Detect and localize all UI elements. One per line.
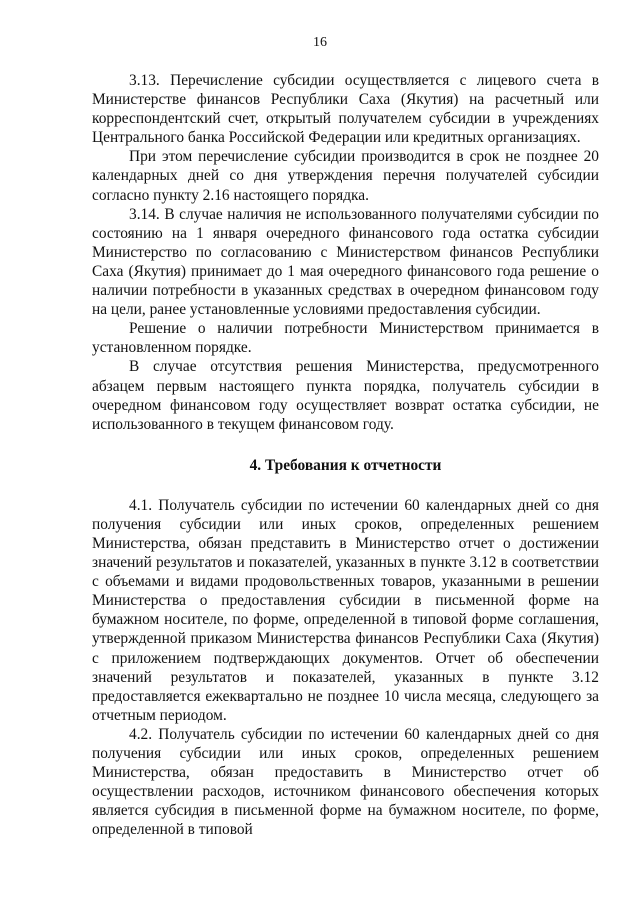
paragraph-refund-of-balance: В случае отсутствия решения Министерства, предусмотренного абзацем первым настоящего пункта порядка, получатель субсидии в очередном финансовом году осуществляет возврат остатка субсидии, не использованного в текущем финансовом году.: [92, 358, 599, 433]
paragraph-decision-procedure: Решение о наличии потребности Министерством принимается в установленном порядке.: [92, 320, 599, 357]
paragraph-3-14: 3.14. В случае наличия не использованного получателями субсидии по состоянию на 1 января очередного финансового года остатка субсидии Министерство по согласованию с Министерством финансов Республики Саха (Якутия) принимает до 1 мая очередного финансового года решение о наличии потребности в указанных средствах в очередном финансовом году на цели, ранее установленные условиями предоставления субсидии.: [92, 205, 599, 319]
paragraph-3-13: 3.13. Перечисление субсидии осуществляется с лицевого счета в Министерстве финансов Республики Саха (Якутия) на расчетный или корреспондентский счет, открытый получателем субсидии в учреждениях Центрального банка Российской Федерации или кредитных организациях.: [92, 72, 599, 147]
paragraph-transfer-deadline: При этом перечисление субсидии производится в срок не позднее 20 календарных дней со дня утверждения перечня получателей субсидии согласно пункту 2.16 настоящего порядка.: [92, 148, 599, 204]
paragraph-4-2: 4.2. Получатель субсидии по истечении 60 календарных дней со дня получения субсидии или иных сроков, определенных решением Министерства, обязан предоставить в Министерство отчет об осуществлении расходов, источником финансового обеспечения которых является субсидия в письменной форме на бумажном носителе, по форме, определенной в типовой: [92, 725, 599, 839]
document-body: [92, 71, 599, 839]
page-number: 16: [313, 35, 327, 50]
section-heading: 4. Требования к отчетности: [249, 456, 442, 474]
paragraph-4-1: 4.1. Получатель субсидии по истечении 60 календарных дней со дня получения субсидии или иных сроков, определенных решением Министерства, обязан представить в Министерство отчет о достижении значений результатов и показателей, указанных в пункте 3.12 в соответствии с объемами и видами продовольственных товаров, указанными в решении Министерства о предоставления субсидии в письменной форме на бумажном носителе, по форме, определенной в типовой форме соглашения, утвержденной приказом Министерства финансов Республики Саха (Якутия) с приложением подтверждающих документов. Отчет об обеспечении значений результатов и показателей, указанных в пункте 3.12 предоставляется ежеквартально не позднее 10 числа месяца, следующего за отчетным периодом.: [92, 496, 599, 724]
